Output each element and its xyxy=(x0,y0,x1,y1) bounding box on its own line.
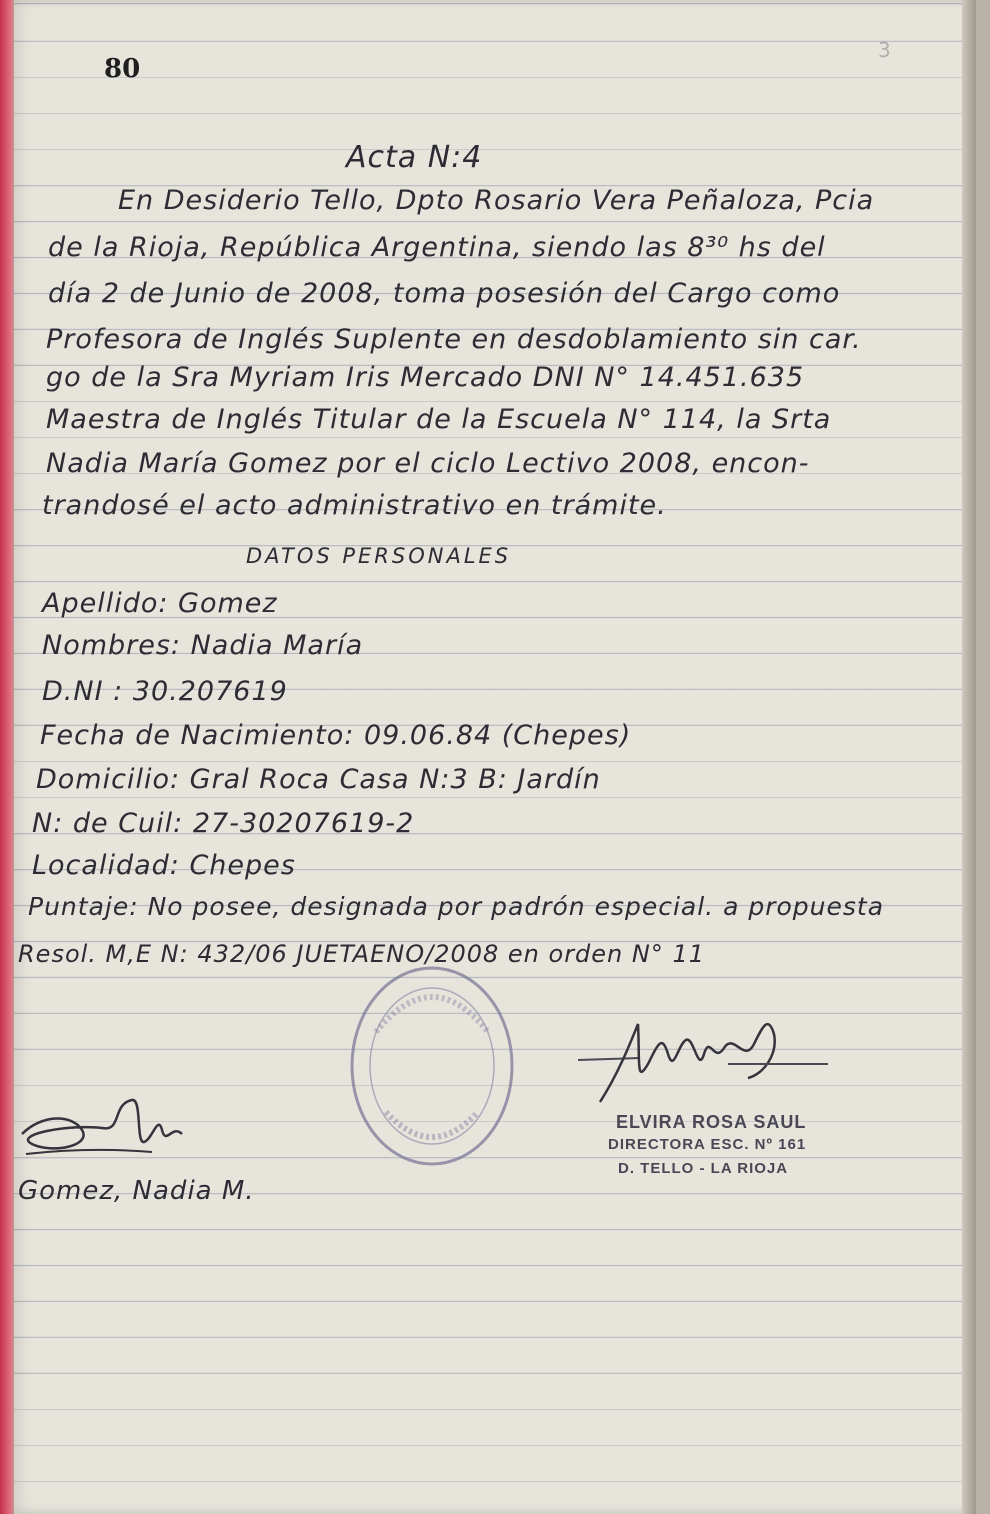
signer-name: Gomez, Nadia M. xyxy=(18,1176,255,1206)
page-number: 80 xyxy=(104,54,141,84)
official-place: D. TELLO - LA RIOJA xyxy=(618,1160,789,1177)
personal-data-heading: DATOS PERSONALES xyxy=(246,544,512,568)
official-role: DIRECTORA ESC. Nº 161 xyxy=(608,1136,807,1153)
act-body-line: Nadia María Gomez por el ciclo Lectivo 2008, encon- xyxy=(46,448,810,479)
school-seal-stamp xyxy=(346,962,518,1170)
field-locality: Localidad: Chepes xyxy=(32,850,296,881)
act-body-line: go de la Sra Myriam Iris Mercado DNI N° 14.451.635 xyxy=(46,362,805,393)
field-score: Puntaje: No posee, designada por padrón especial. a propuesta xyxy=(28,892,885,921)
page-edge xyxy=(962,0,976,1514)
act-body-line: Maestra de Inglés Titular de la Escuela N° 114, la Srta xyxy=(46,404,832,435)
director-signature xyxy=(578,1004,838,1114)
act-title: Acta N:4 xyxy=(346,140,483,175)
field-resolution: Resol. M,E N: 432/06 JUETAENO/2008 en orden N° 11 xyxy=(18,940,706,968)
act-body-line: En Desiderio Tello, Dpto Rosario Vera Peñaloza, Pcia xyxy=(118,185,875,216)
act-body-line: trandosé el acto administrativo en trámite. xyxy=(42,490,667,521)
teacher-signature xyxy=(12,1094,192,1174)
field-cuil: N: de Cuil: 27-30207619-2 xyxy=(32,808,415,839)
pencil-mark: 3 xyxy=(878,38,891,62)
notebook-page xyxy=(14,0,976,1514)
act-body-line: día 2 de Junio de 2008, toma posesión del Cargo como xyxy=(48,278,841,309)
field-names: Nombres: Nadia María xyxy=(42,630,364,661)
act-body-line: de la Rioja, República Argentina, siendo las 8³⁰ hs del xyxy=(48,232,826,263)
field-surname: Apellido: Gomez xyxy=(42,588,278,619)
field-birth-date: Fecha de Nacimiento: 09.06.84 (Chepes) xyxy=(40,720,632,751)
field-dni: D.NI : 30.207619 xyxy=(42,676,288,707)
act-body-line: Profesora de Inglés Suplente en desdoblamiento sin car. xyxy=(46,324,862,355)
field-address: Domicilio: Gral Roca Casa N:3 B: Jardín xyxy=(36,764,601,795)
official-name: ELVIRA ROSA SAUL xyxy=(616,1112,807,1132)
